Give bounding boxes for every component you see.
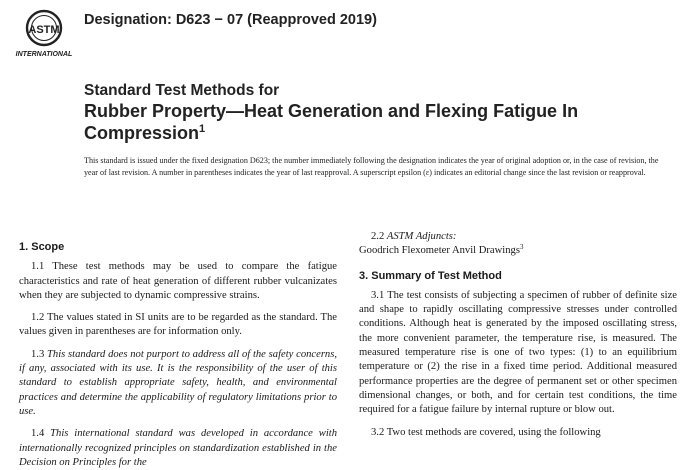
adjuncts-label: ASTM Adjuncts: xyxy=(386,231,457,242)
scope-heading: 1. Scope xyxy=(19,241,65,253)
paragraph-3-1: 3.1 The test consists of subjecting a specimen of rubber of definite size and shape to rapidly oscillating compressive stresses under controlled conditions. Although heat is generated by the imposed oscillating stress, the more convenient parameter, the temperature rise, is measured. The measured temperature rise is one of two types: (1) to an equilibrium temperature or (2) the rise in a fixed time period. Additional measured performance properties are the degree of permanent set or other specimen dimensional changes, or both, and for certain test conditions, the time required for a fatigue failure by internal rupture or blow out. xyxy=(359,289,677,416)
paragraph-1-4 xyxy=(19,427,337,470)
title-line-2: Rubber Property—Heat Generation and Flexing Fatigue In xyxy=(84,101,579,121)
adjunct-item-text: Goodrich Flexometer Anvil Drawings xyxy=(359,245,520,257)
title-line-1: Standard Test Methods for xyxy=(84,82,280,99)
paragraph-1-2: 1.2 The values stated in SI units are to be regarded as the standard. The values given in parentheses are for information only. xyxy=(19,312,337,338)
summary-heading: 3. Summary of Test Method xyxy=(359,269,502,282)
adjunct-item xyxy=(359,244,677,258)
logo-mark-text: ASTM xyxy=(28,24,60,36)
title-line-3-text: Compression xyxy=(84,123,200,143)
paragraph-1-1: 1.1 These test methods may be used to compare the fatigue characteristics and rate of heat generation of different rubber vulcanizates when they are subjected to dynamic compressive strains. xyxy=(19,261,337,301)
astm-logo xyxy=(16,8,72,60)
left-column xyxy=(19,240,338,468)
paragraph-2-2 xyxy=(359,230,677,259)
paragraph-1-3-text: This standard does not purport to address all of the safety concerns, if any, associated with its use. It is the responsibility of the user of this standard to establish appropriate safety, health, and environmental practices and determine the applicability of regulatory limitations prior to use. xyxy=(19,348,338,417)
issuance-notice: This standard is issued under the fixed designation D623; the number immediately following the designation indicates the year of original adoption or, in the case of revision, the year of last revision. A number in parentheses indicates the year of last reapproval. A superscript epsilon (ε) indicates an editorial change since the last revision or reapproval. xyxy=(84,156,659,177)
logo-international-text: INTERNATIONAL xyxy=(15,51,73,58)
title-line-3 xyxy=(84,122,664,144)
paragraph-2-2-number: 2.2 xyxy=(371,231,387,242)
paragraph-3-2: 3.2 Two test methods are covered, using the following xyxy=(371,426,601,438)
paragraph-1-4-text: This international standard was developed in accordance with internationally recognized principles on standardization established in the Decision on Principles for the xyxy=(19,428,338,468)
designation: Designation: D623 − 07 (Reapproved 2019) xyxy=(84,12,377,28)
adjunct-footnote-mark: 3 xyxy=(519,243,524,252)
right-column xyxy=(359,230,677,449)
paragraph-1-3-number: 1.3 xyxy=(31,348,48,360)
paragraph-1-4-number: 1.4 xyxy=(31,428,51,440)
document-title xyxy=(84,82,664,144)
paragraph-1-3 xyxy=(19,348,337,419)
title-footnote-mark: 1 xyxy=(199,123,206,135)
